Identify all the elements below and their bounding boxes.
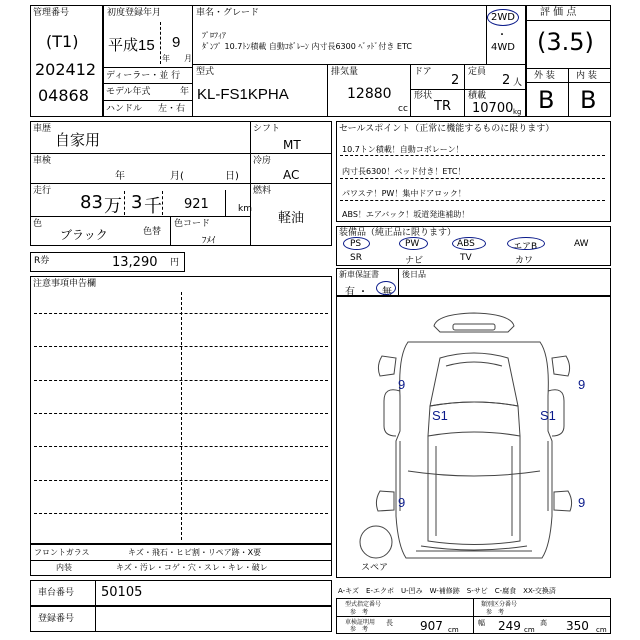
fuel-label: 燃料	[253, 186, 272, 196]
equip-leather: カワ	[515, 256, 534, 266]
damage-mark-front-right: 9	[578, 377, 586, 392]
truck-diagram	[336, 296, 611, 578]
interior-grade: B	[580, 86, 597, 114]
spare-label: スペア	[361, 563, 389, 573]
color-change-label: 色替	[143, 227, 162, 237]
equip-pw-circle	[399, 237, 428, 250]
cert-label: 車検証明用	[345, 619, 376, 626]
load-value: 10700	[472, 101, 514, 116]
reg-number-label: 登録番号	[38, 614, 75, 624]
shift-label: シフト	[253, 124, 281, 134]
warranty-no-circle	[376, 281, 396, 295]
mileage-921: 921	[184, 197, 209, 212]
shift-value: MT	[283, 138, 301, 152]
equip-airbag: エアB	[513, 242, 538, 252]
color-label: 色	[33, 219, 43, 229]
chassis-box	[30, 580, 332, 606]
damage-mark-rear-left: 9	[398, 495, 406, 510]
drive-2wd: 2WD	[491, 12, 515, 23]
capacity-label: 定員	[468, 67, 487, 77]
mgmt-number-1: (T1)	[46, 32, 79, 51]
warranty-yes: 有	[345, 287, 355, 298]
width-unit: cm	[524, 626, 535, 634]
category-value: 自家用	[55, 131, 101, 149]
aircon-label: 冷房	[253, 156, 272, 166]
shape-label: 形状	[414, 91, 433, 101]
color-value: ブラック	[60, 228, 108, 242]
fuel-value: 軽油	[278, 211, 305, 226]
equip-ps: PS	[350, 239, 362, 249]
drive-4wd: 4WD	[491, 42, 515, 53]
month-suffix: 月	[184, 54, 192, 63]
category-label: 車歴	[33, 124, 52, 134]
windshield-label: フロントガラス	[34, 548, 90, 557]
height-unit: cm	[596, 626, 607, 634]
drive-dot: ・	[497, 30, 507, 41]
class-sankou: 参 考	[486, 609, 505, 616]
damage-mark-front-left: 9	[398, 377, 406, 392]
damage-mark-side-left: S1	[432, 408, 448, 423]
capacity-value: 2	[502, 73, 511, 88]
inspection-year: 年	[115, 171, 125, 182]
height-label: 高	[540, 619, 547, 627]
mileage-sen: 千	[144, 196, 162, 217]
sales-point-2: 内寸長6300！ベッド付き！ETC！	[342, 167, 466, 176]
shape-value: TR	[434, 99, 451, 114]
capacity-unit: 人	[513, 78, 523, 88]
chassis-value: 50105	[101, 585, 143, 600]
equip-ps-circle	[343, 237, 370, 250]
width-label: 幅	[478, 619, 485, 627]
sales-point-4: ABS！エアバック！坂道発進補助！	[342, 210, 470, 219]
car-name-label: 車名・グレード	[196, 8, 260, 18]
recycle-unit: 円	[170, 258, 180, 268]
equip-tv: TV	[460, 253, 472, 263]
type-value: KL-FS1KPHA	[197, 86, 289, 103]
damage-mark-rear-right: 9	[578, 495, 586, 510]
equip-navi: ナビ	[405, 256, 424, 266]
length-label: 長	[386, 619, 393, 627]
equipment-label: 装備品（純正品に限ります）	[339, 228, 457, 238]
first-registration-label: 初度登録年月	[107, 8, 162, 18]
load-label: 積載	[468, 91, 487, 101]
equip-abs: ABS	[457, 239, 475, 249]
chassis-label: 車台番号	[38, 588, 75, 598]
type-label: 型式	[196, 67, 215, 77]
height-value: 350	[566, 619, 589, 633]
equip-sr: SR	[350, 253, 362, 263]
spec-label: 型式指定番号	[345, 601, 382, 608]
warranty-dot: ・	[358, 287, 368, 298]
doors-value: 2	[451, 73, 460, 88]
exterior-grade: B	[538, 86, 555, 114]
mileage-unit: km	[238, 204, 252, 214]
spec-sankou: 参 考	[350, 609, 369, 616]
first-registration-era: 平成15	[108, 37, 155, 54]
first-registration-month: 9	[172, 34, 181, 51]
score-value: (3.5)	[537, 28, 594, 56]
recycle-box	[30, 252, 185, 272]
handle-value: 左・右	[158, 104, 186, 114]
exterior-label: 外 装	[534, 71, 555, 81]
reg-number-box	[30, 606, 332, 632]
aircon-value: AC	[283, 168, 300, 182]
interior-condition-label: 内装	[56, 563, 72, 572]
mgmt-number-3: 04868	[38, 86, 89, 105]
mgmt-number-label: 管理番号	[33, 8, 70, 18]
color-code-label: 色コード	[174, 219, 211, 229]
mileage-label: 走行	[33, 186, 52, 196]
year-suffix: 年	[162, 54, 170, 63]
sales-points-label: セールスポイント（正常に機能するものに限ります）	[339, 124, 555, 134]
mileage-man: 万	[104, 196, 122, 217]
color-code-value: ﾌﾒｲ	[202, 236, 216, 246]
car-name: ﾌﾟﾛﾌｨｱ	[202, 31, 226, 40]
load-unit: kg	[513, 108, 522, 116]
mileage-3: 3	[131, 192, 143, 213]
equip-abs-circle	[452, 237, 486, 250]
mileage-83: 83	[80, 192, 103, 213]
inspection-day: 日)	[225, 171, 239, 182]
displacement-value: 12880	[347, 86, 392, 102]
after-items-label: 後日品	[402, 270, 426, 279]
damage-legend: A-キズ E-エクボ U-凹み W-補修跡 S-サビ C-腐食 XX-交換済	[338, 587, 556, 595]
notes-label: 注意事項申告欄	[33, 279, 97, 289]
inspection-month: 月(	[170, 171, 184, 182]
displacement-label: 排気量	[331, 67, 359, 77]
class-label: 類別区分番号	[481, 601, 518, 608]
width-value: 249	[498, 619, 521, 633]
warranty-no: 無	[382, 287, 392, 298]
handle-label: ハンドル	[106, 104, 143, 114]
model-year-label: モデル年式	[106, 87, 151, 97]
car-grade: ﾀﾞﾝﾌﾟ 10.7ﾄﾝ積載 自動ｺﾎﾞﾚｰﾝ 内寸長6300 ﾍﾞｯﾄﾞ付き ETC	[202, 42, 412, 51]
sales-point-1: 10.7トン積載！自動コボレーン！	[342, 145, 464, 154]
length-value: 907	[420, 619, 443, 633]
warranty-label: 新車保証書	[339, 270, 379, 279]
recycle-label: R券	[34, 256, 50, 266]
equip-aw: AW	[574, 239, 589, 249]
doors-label: ドア	[414, 67, 432, 77]
score-label: 評 価 点	[540, 7, 577, 18]
length-unit: cm	[448, 626, 459, 634]
drive-2wd-circle	[487, 9, 519, 26]
windshield-options: キズ・飛石・ヒビ割・リペア跡・X要	[128, 548, 262, 557]
cert-sankou: 参 考	[350, 626, 369, 633]
recycle-value: 13,290	[112, 255, 158, 270]
inspection-label: 車検	[33, 156, 52, 166]
interior-label: 内 装	[576, 71, 597, 81]
dealer-label: ディーラー・並 行	[106, 71, 181, 81]
sales-point-3: パワステ！PW！集中ドアロック！	[342, 189, 466, 198]
equip-airbag-circle	[507, 237, 545, 250]
model-year-suffix: 年	[180, 87, 190, 97]
damage-mark-side-right: S1	[540, 408, 556, 423]
displacement-unit: cc	[398, 104, 408, 114]
mgmt-number-2: 202412	[35, 60, 97, 79]
equip-pw: PW	[405, 239, 420, 249]
interior-options: キズ・汚レ・コゲ・穴・スレ・キレ・破レ	[116, 563, 268, 572]
